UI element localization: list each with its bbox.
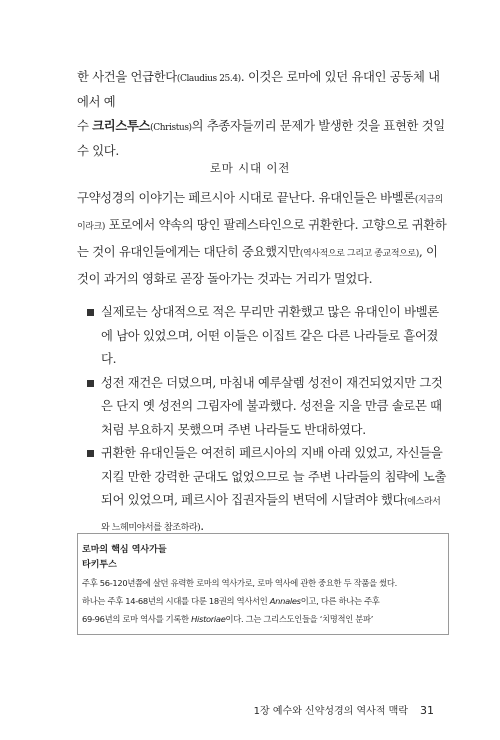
page-footer (254, 702, 434, 717)
sidebar-box (77, 533, 449, 635)
work-title: Annales (269, 596, 301, 606)
parenthetical-note: (역사적으로 그리고 종교적으로) (299, 249, 419, 259)
box-text-line: 하나는 주후 14-68년의 시대를 다룬 18권의 역사서인 (82, 596, 270, 606)
chapter-title: 1장 예수와 신약성경의 역사적 맥락 (253, 706, 408, 717)
list-item-text: 귀환한 유대인들은 여전히 페르시아의 지배 아래 있었고, 자신들을 지킬 만한 강력한 군대도 없었으므로 늘 주변 나라들의 침략에 노출되어 있었으며, 페르시아 집권자들의 변덕에 시달려야 했다 (101, 446, 447, 507)
list-item (87, 442, 447, 540)
key-term: 크리스투스 (92, 118, 151, 133)
body-paragraph (77, 186, 447, 292)
box-heading: 로마의 핵심 역사가들 (82, 545, 167, 555)
intro-paragraph (77, 66, 447, 163)
parenthetical-note: (에스라서와 느헤미야서를 참조하라) (101, 497, 441, 533)
box-text-line: 주후 56-120년쯤에 살던 유력한 로마의 역사가로, 로마 역사에 관한 중요한 두 작품을 썼다. (82, 578, 397, 588)
work-title: Historiae (191, 614, 226, 624)
body-text: 포로에서 약속의 땅인 팔레스타인으로 귀환한다. 고향으로 귀환하는 것이 유대인들에게는 대단히 중요했지만 (77, 218, 447, 259)
square-bullet-icon (87, 380, 94, 387)
box-text (82, 574, 444, 628)
intro-text: 수 (77, 119, 93, 133)
bullet-list (87, 301, 447, 540)
box-text-line: 이고, 다른 하나는 주후 (300, 596, 380, 606)
page-number: 31 (420, 704, 434, 717)
intro-text: 의 추종자들끼리 문제가 발생한 것을 표현한 것일 수 있다. (77, 119, 445, 158)
list-item-text: 성전 재건은 더뎠으며, 마침내 예루살렘 성전이 재건되었지만 그것은 단지 옛 성전의 그림자에 불과했다. 성전을 지을 만큼 솔로몬 때처럼 부요하지 못했으며 주변 나라들도 반대하였다. (101, 375, 443, 437)
body-text: , 이것이 과거의 영화로 곧장 돌아가는 것과는 거리가 멀었다. (77, 245, 438, 286)
intro-text: . 이것은 로마에 있던 유대인 공동체 내에서 예 (77, 70, 440, 109)
section-title: 로마 시대 이전 (209, 161, 291, 175)
latin-term: (Christus) (150, 123, 192, 133)
square-bullet-icon (87, 309, 94, 316)
list-item-text: . (200, 518, 204, 533)
list-item (87, 301, 447, 372)
list-item-text: 실제로는 상대적으로 적은 무리만 귀환했고 많은 유대인이 바벨론에 남아 있었으며, 어떤 이들은 이집트 같은 다른 나라들로 흩어졌다. (101, 305, 439, 366)
parenthetical-note: (지금의 이라크) (77, 195, 443, 232)
box-text-line: 이다. 그는 그리스도인들을 ‘치명적인 분파’ (225, 614, 374, 624)
source-reference: (Claudius 25.4) (176, 74, 241, 84)
box-subheading: 타키투스 (82, 560, 117, 570)
intro-text: 한 사건을 언급한다 (77, 70, 177, 84)
square-bullet-icon (87, 450, 94, 457)
box-text-line: 69-96년의 로마 역사를 기록한 (82, 614, 192, 624)
body-text: 구약성경의 이야기는 페르시아 시대로 끝난다. 유대인들은 바벨론 (77, 191, 415, 205)
list-item (87, 372, 447, 443)
